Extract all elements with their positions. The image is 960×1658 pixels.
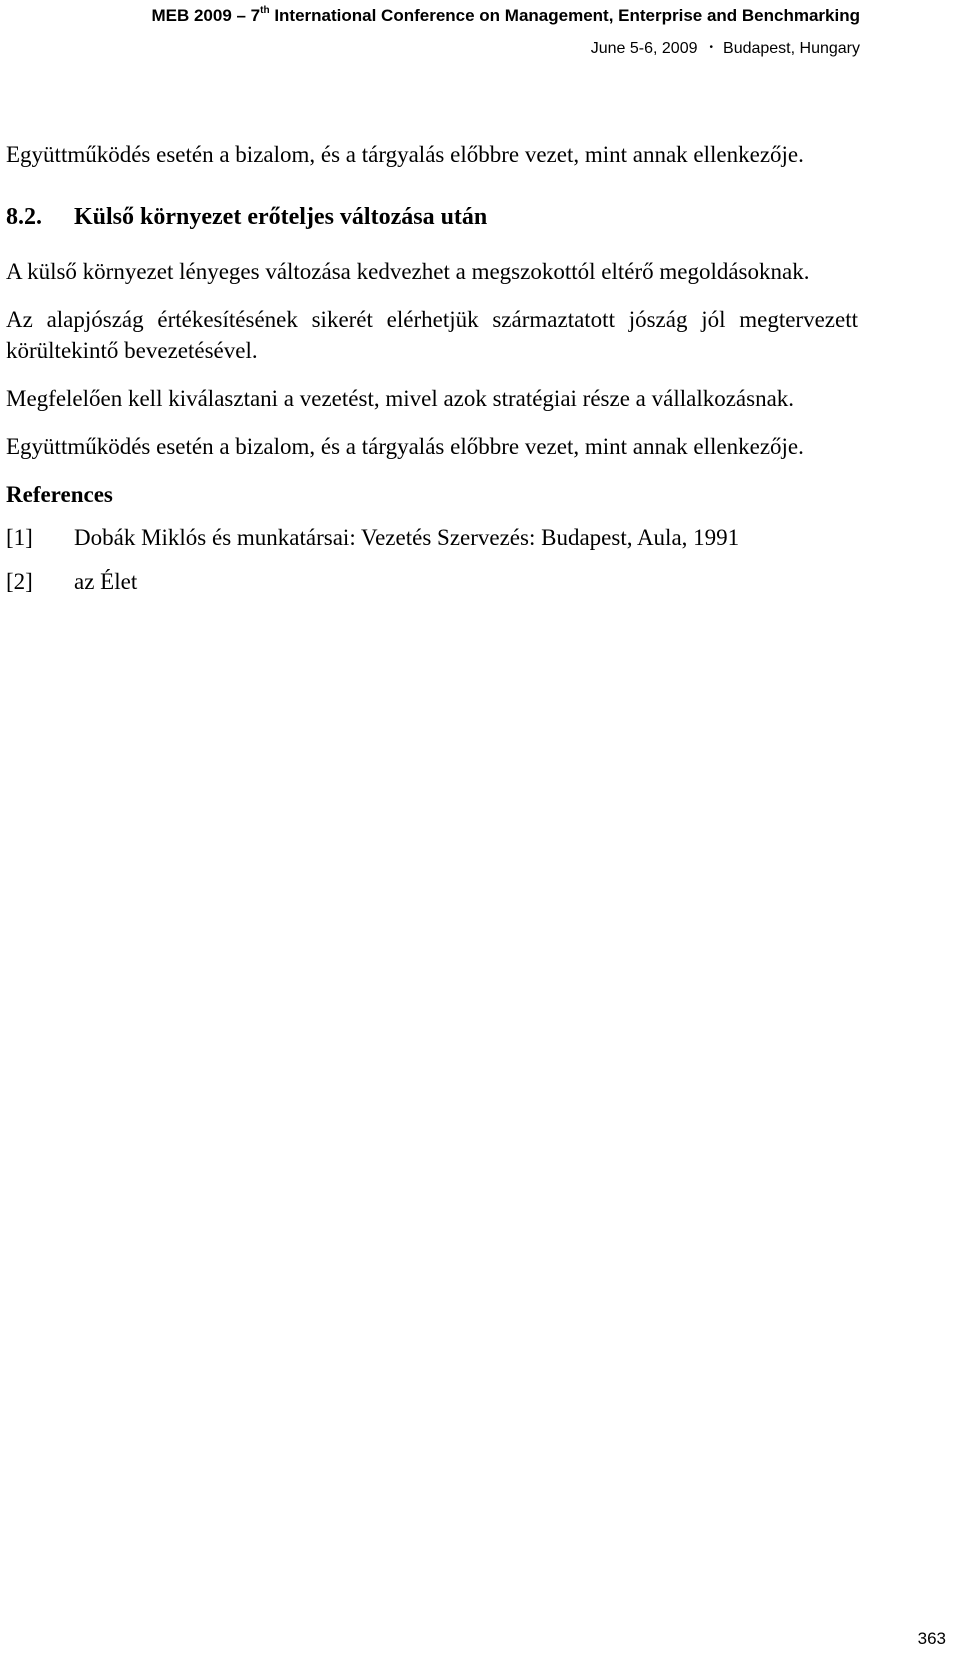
reference-item — [6, 522, 858, 553]
references-heading: References — [6, 482, 113, 507]
paragraph: Együttműködés esetén a bizalom, és a tárgyalás előbbre vezet, mint annak ellenkezője. — [6, 434, 804, 459]
reference-number: [1] — [6, 525, 33, 550]
bullet-separator: • — [709, 42, 714, 53]
reference-text: az Élet — [74, 569, 138, 594]
conference-date-location — [151, 38, 860, 59]
paragraph: Együttműködés esetén a bizalom, és a tárgyalás előbbre vezet, mint annak ellenkezője. — [6, 142, 804, 167]
page-number: 363 — [917, 1629, 946, 1648]
section-number: 8.2. — [6, 204, 42, 230]
reference-item — [6, 566, 858, 597]
paragraph: Megfelelően kell kiválasztani a vezetést, mivel azok stratégiai része a vállalkozásnak. — [6, 386, 795, 411]
section-heading — [6, 202, 858, 233]
paragraph: Az alapjószág értékesítésének sikerét elérhetjük származtatott jószág jól megtervezett körültekintő bevezetésével. — [6, 307, 858, 363]
conference-date: June 5-6, 2009 — [590, 40, 698, 57]
conference-title: MEB 2009 – 7th International Conference on Management, Enterprise and Benchmarking — [151, 5, 860, 25]
reference-number: [2] — [6, 569, 33, 594]
page-body — [6, 139, 858, 610]
conference-location: Budapest, Hungary — [723, 40, 860, 57]
reference-text: Dobák Miklós és munkatársai: Vezetés Szervezés: Budapest, Aula, 1991 — [74, 525, 740, 550]
running-header — [151, 6, 860, 59]
section-title: Külső környezet erőteljes változása után — [74, 204, 488, 230]
paragraph: A külső környezet lényeges változása kedvezhet a megszokottól eltérő megoldásoknak. — [6, 259, 810, 284]
